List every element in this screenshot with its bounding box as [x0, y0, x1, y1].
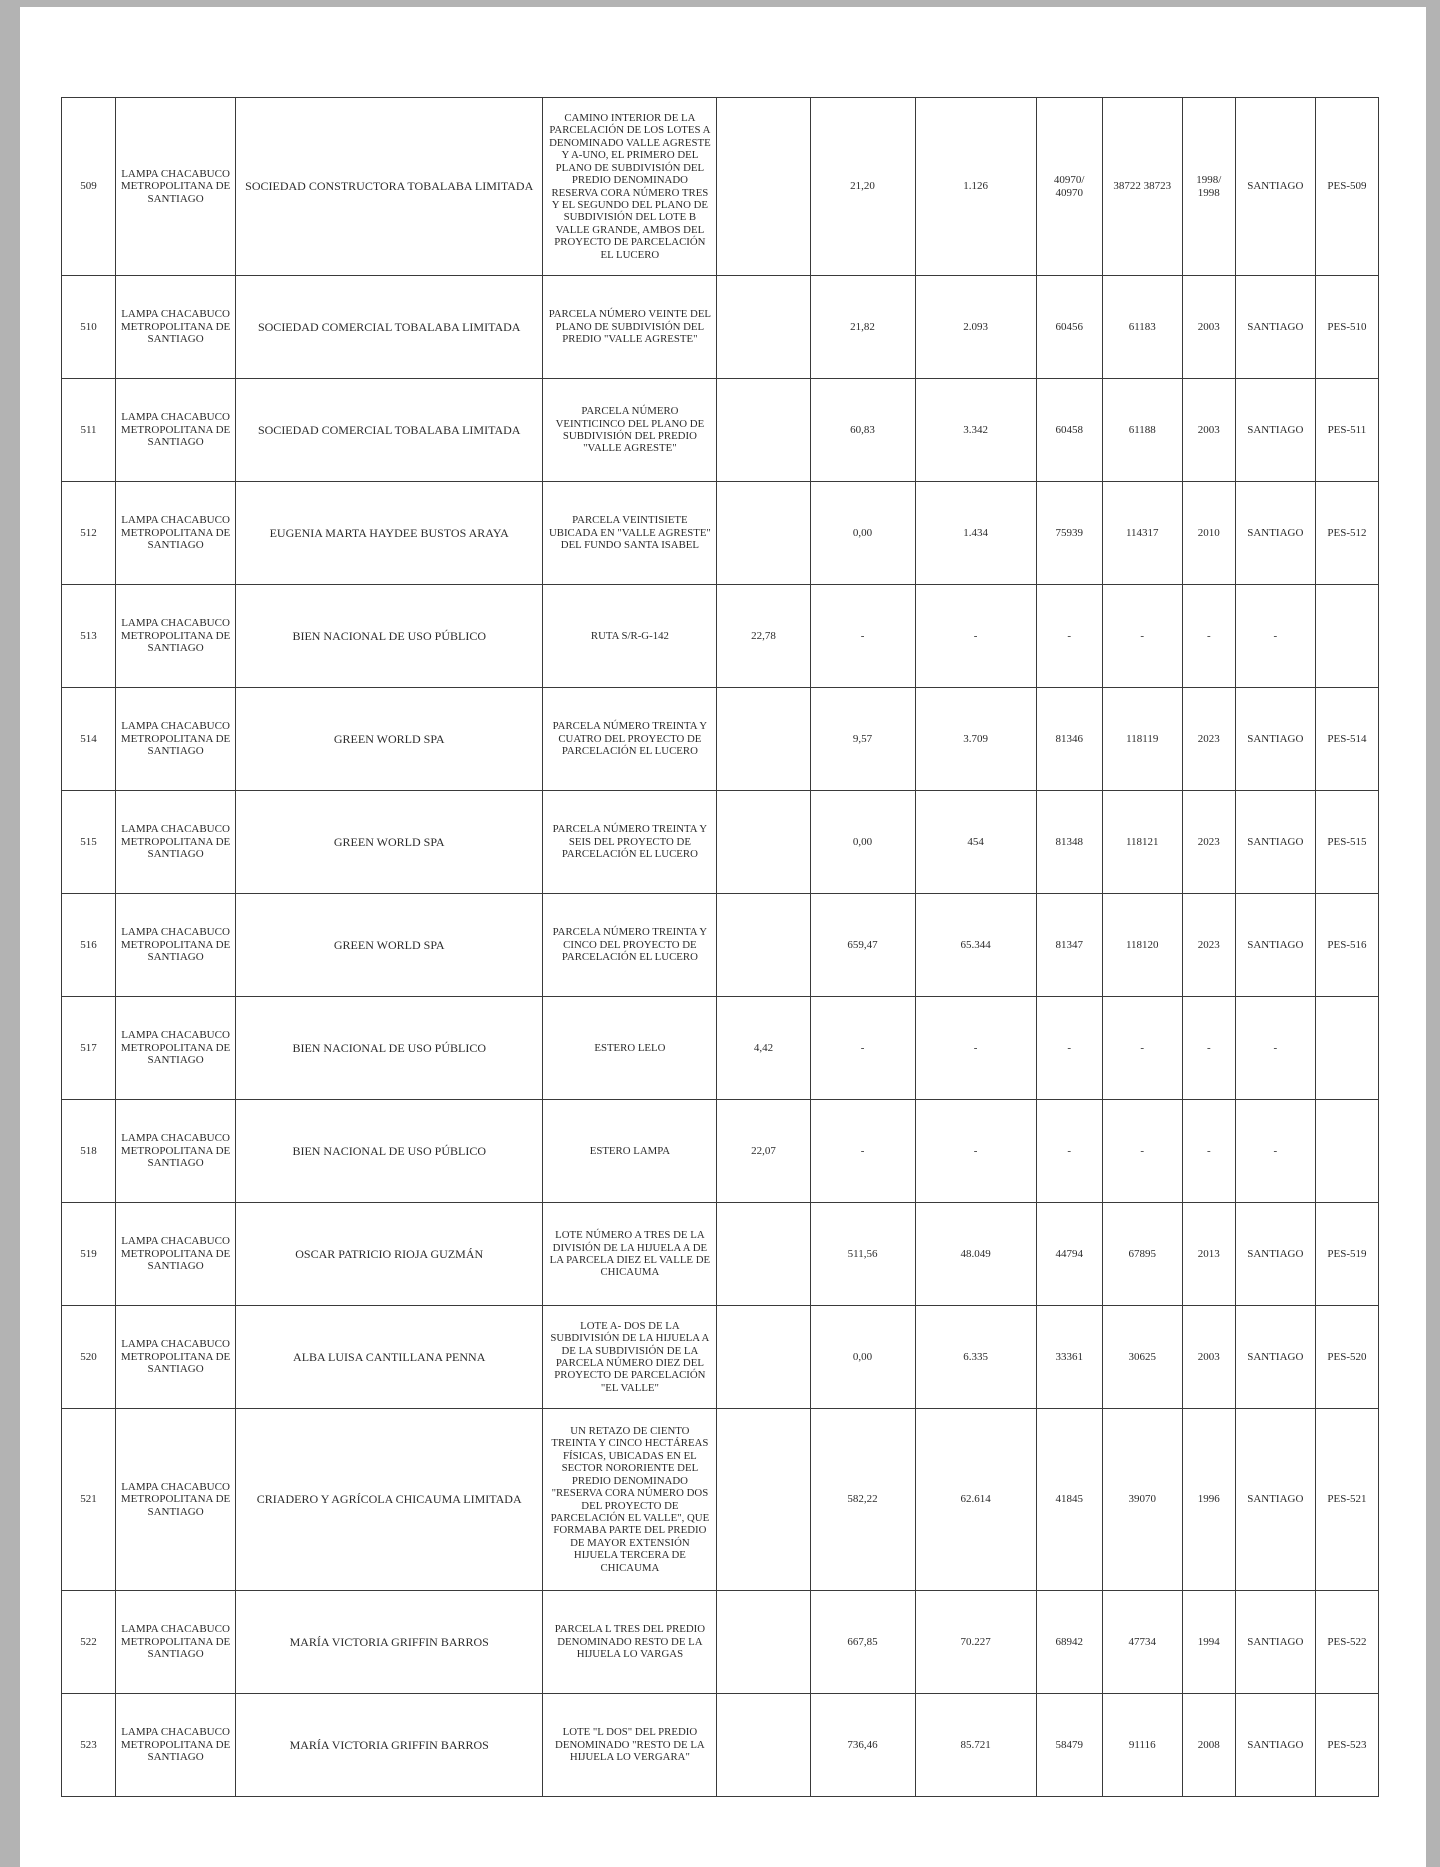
- lot-number-cell: 523: [62, 1694, 116, 1797]
- registry-number-cell: 61183: [1102, 276, 1182, 379]
- registry-year-cell: 1996: [1182, 1409, 1235, 1591]
- expropriation-area-cell: -: [810, 1100, 915, 1203]
- public-use-area-cell: 22,78: [717, 585, 810, 688]
- registry-year-cell: 2003: [1182, 379, 1235, 482]
- public-use-area-cell: [717, 1694, 810, 1797]
- owner-cell: BIEN NACIONAL DE USO PÚBLICO: [236, 585, 543, 688]
- fojas-cell: 40970/ 40970: [1036, 98, 1102, 276]
- owner-cell: BIEN NACIONAL DE USO PÚBLICO: [236, 1100, 543, 1203]
- registry-number-cell: 61188: [1102, 379, 1182, 482]
- commune-cell: LAMPA CHACABUCO METROPOLITANA DE SANTIAGO: [116, 585, 236, 688]
- fojas-cell: 75939: [1036, 482, 1102, 585]
- fojas-cell: 41845: [1036, 1409, 1102, 1591]
- fojas-cell: -: [1036, 997, 1102, 1100]
- expropriation-area-cell: 0,00: [810, 1306, 915, 1409]
- registry-year-cell: 2003: [1182, 276, 1235, 379]
- registrar-cell: SANTIAGO: [1235, 276, 1315, 379]
- registry-year-cell: 1998/ 1998: [1182, 98, 1235, 276]
- owner-cell: MARÍA VICTORIA GRIFFIN BARROS: [236, 1591, 543, 1694]
- public-use-area-cell: [717, 1203, 810, 1306]
- plan-code-cell: PES-511: [1315, 379, 1378, 482]
- commune-cell: LAMPA CHACABUCO METROPOLITANA DE SANTIAGO: [116, 1203, 236, 1306]
- registrar-cell: SANTIAGO: [1235, 98, 1315, 276]
- property-description-cell: UN RETAZO DE CIENTO TREINTA Y CINCO HECTÁREAS FÍSICAS, UBICADAS EN EL SECTOR NORORIENTE DEL PREDIO DENOMINADO "RESERVA CORA NÚMERO DOS DEL PROYECTO DE PARCELACIÓN EL VALLE", QUE FORMABA PARTE DEL PREDIO DE MAYOR EXTENSIÓN HIJUELA TERCERA DE CHICAUMA: [543, 1409, 717, 1591]
- registrar-cell: SANTIAGO: [1235, 1306, 1315, 1409]
- document-page: [20, 7, 1426, 1867]
- registry-year-cell: -: [1182, 997, 1235, 1100]
- owner-cell: SOCIEDAD COMERCIAL TOBALABA LIMITADA: [236, 276, 543, 379]
- owner-cell: GREEN WORLD SPA: [236, 894, 543, 997]
- table-row: [62, 379, 1379, 482]
- fojas-cell: 60458: [1036, 379, 1102, 482]
- commune-cell: LAMPA CHACABUCO METROPOLITANA DE SANTIAGO: [116, 791, 236, 894]
- total-area-cell: 70.227: [915, 1591, 1036, 1694]
- property-description-cell: PARCELA L TRES DEL PREDIO DENOMINADO RESTO DE LA HIJUELA LO VARGAS: [543, 1591, 717, 1694]
- property-description-cell: PARCELA NÚMERO TREINTA Y CUATRO DEL PROYECTO DE PARCELACIÓN EL LUCERO: [543, 688, 717, 791]
- registry-year-cell: 2013: [1182, 1203, 1235, 1306]
- plan-code-cell: [1315, 997, 1378, 1100]
- public-use-area-cell: [717, 688, 810, 791]
- public-use-area-cell: [717, 791, 810, 894]
- table-row: [62, 1306, 1379, 1409]
- expropriation-area-cell: 21,82: [810, 276, 915, 379]
- total-area-cell: 3.709: [915, 688, 1036, 791]
- public-use-area-cell: [717, 98, 810, 276]
- registry-year-cell: -: [1182, 585, 1235, 688]
- plan-code-cell: PES-522: [1315, 1591, 1378, 1694]
- commune-cell: LAMPA CHACABUCO METROPOLITANA DE SANTIAGO: [116, 379, 236, 482]
- registry-year-cell: 2023: [1182, 791, 1235, 894]
- lot-number-cell: 513: [62, 585, 116, 688]
- table-row: [62, 894, 1379, 997]
- registrar-cell: -: [1235, 997, 1315, 1100]
- fojas-cell: -: [1036, 585, 1102, 688]
- owner-cell: ALBA LUISA CANTILLANA PENNA: [236, 1306, 543, 1409]
- registry-number-cell: 118119: [1102, 688, 1182, 791]
- plan-code-cell: PES-521: [1315, 1409, 1378, 1591]
- registry-number-cell: 91116: [1102, 1694, 1182, 1797]
- plan-code-cell: PES-509: [1315, 98, 1378, 276]
- commune-cell: LAMPA CHACABUCO METROPOLITANA DE SANTIAGO: [116, 1591, 236, 1694]
- commune-cell: LAMPA CHACABUCO METROPOLITANA DE SANTIAGO: [116, 98, 236, 276]
- registrar-cell: SANTIAGO: [1235, 1409, 1315, 1591]
- table-body: [62, 98, 1379, 1797]
- plan-code-cell: PES-516: [1315, 894, 1378, 997]
- registry-year-cell: 1994: [1182, 1591, 1235, 1694]
- registry-number-cell: 114317: [1102, 482, 1182, 585]
- total-area-cell: -: [915, 1100, 1036, 1203]
- expropriation-area-cell: 736,46: [810, 1694, 915, 1797]
- registrar-cell: SANTIAGO: [1235, 791, 1315, 894]
- total-area-cell: 1.434: [915, 482, 1036, 585]
- lot-number-cell: 518: [62, 1100, 116, 1203]
- table-row: [62, 1591, 1379, 1694]
- plan-code-cell: PES-512: [1315, 482, 1378, 585]
- plan-code-cell: PES-519: [1315, 1203, 1378, 1306]
- total-area-cell: -: [915, 997, 1036, 1100]
- owner-cell: EUGENIA MARTA HAYDEE BUSTOS ARAYA: [236, 482, 543, 585]
- lot-number-cell: 520: [62, 1306, 116, 1409]
- total-area-cell: -: [915, 585, 1036, 688]
- public-use-area-cell: [717, 1306, 810, 1409]
- expropriation-area-cell: 21,20: [810, 98, 915, 276]
- expropriation-area-cell: -: [810, 997, 915, 1100]
- owner-cell: MARÍA VICTORIA GRIFFIN BARROS: [236, 1694, 543, 1797]
- plan-code-cell: PES-520: [1315, 1306, 1378, 1409]
- property-description-cell: RUTA S/R-G-142: [543, 585, 717, 688]
- expropriation-area-cell: 582,22: [810, 1409, 915, 1591]
- registry-number-cell: 118120: [1102, 894, 1182, 997]
- registry-number-cell: 67895: [1102, 1203, 1182, 1306]
- registry-number-cell: -: [1102, 997, 1182, 1100]
- fojas-cell: 81347: [1036, 894, 1102, 997]
- commune-cell: LAMPA CHACABUCO METROPOLITANA DE SANTIAGO: [116, 894, 236, 997]
- public-use-area-cell: [717, 894, 810, 997]
- owner-cell: GREEN WORLD SPA: [236, 688, 543, 791]
- expropriation-area-cell: 0,00: [810, 482, 915, 585]
- fojas-cell: 81348: [1036, 791, 1102, 894]
- registry-year-cell: 2003: [1182, 1306, 1235, 1409]
- property-description-cell: PARCELA NÚMERO TREINTA Y SEIS DEL PROYECTO DE PARCELACIÓN EL LUCERO: [543, 791, 717, 894]
- public-use-area-cell: [717, 482, 810, 585]
- lot-number-cell: 514: [62, 688, 116, 791]
- registry-number-cell: 38722 38723: [1102, 98, 1182, 276]
- expropriation-area-cell: 667,85: [810, 1591, 915, 1694]
- registry-number-cell: 118121: [1102, 791, 1182, 894]
- property-description-cell: ESTERO LAMPA: [543, 1100, 717, 1203]
- owner-cell: CRIADERO Y AGRÍCOLA CHICAUMA LIMITADA: [236, 1409, 543, 1591]
- property-description-cell: ESTERO LELO: [543, 997, 717, 1100]
- table-row: [62, 688, 1379, 791]
- registry-year-cell: 2023: [1182, 894, 1235, 997]
- registry-year-cell: 2010: [1182, 482, 1235, 585]
- expropriation-table: [61, 97, 1379, 1797]
- public-use-area-cell: 4,42: [717, 997, 810, 1100]
- fojas-cell: 58479: [1036, 1694, 1102, 1797]
- public-use-area-cell: [717, 1591, 810, 1694]
- registry-number-cell: 30625: [1102, 1306, 1182, 1409]
- registrar-cell: SANTIAGO: [1235, 688, 1315, 791]
- total-area-cell: 454: [915, 791, 1036, 894]
- owner-cell: GREEN WORLD SPA: [236, 791, 543, 894]
- plan-code-cell: PES-510: [1315, 276, 1378, 379]
- total-area-cell: 48.049: [915, 1203, 1036, 1306]
- property-description-cell: PARCELA NÚMERO VEINTICINCO DEL PLANO DE SUBDIVISIÓN DEL PREDIO "VALLE AGRESTE": [543, 379, 717, 482]
- plan-code-cell: PES-514: [1315, 688, 1378, 791]
- lot-number-cell: 516: [62, 894, 116, 997]
- lot-number-cell: 515: [62, 791, 116, 894]
- total-area-cell: 1.126: [915, 98, 1036, 276]
- lot-number-cell: 519: [62, 1203, 116, 1306]
- table-row: [62, 997, 1379, 1100]
- total-area-cell: 85.721: [915, 1694, 1036, 1797]
- registry-number-cell: 47734: [1102, 1591, 1182, 1694]
- table-row: [62, 585, 1379, 688]
- commune-cell: LAMPA CHACABUCO METROPOLITANA DE SANTIAGO: [116, 276, 236, 379]
- registry-year-cell: 2008: [1182, 1694, 1235, 1797]
- registry-number-cell: -: [1102, 1100, 1182, 1203]
- lot-number-cell: 517: [62, 997, 116, 1100]
- table-row: [62, 791, 1379, 894]
- total-area-cell: 65.344: [915, 894, 1036, 997]
- public-use-area-cell: 22,07: [717, 1100, 810, 1203]
- fojas-cell: 68942: [1036, 1591, 1102, 1694]
- total-area-cell: 62.614: [915, 1409, 1036, 1591]
- table-row: [62, 276, 1379, 379]
- public-use-area-cell: [717, 276, 810, 379]
- registrar-cell: SANTIAGO: [1235, 1591, 1315, 1694]
- registrar-cell: SANTIAGO: [1235, 1203, 1315, 1306]
- property-description-cell: PARCELA NÚMERO TREINTA Y CINCO DEL PROYECTO DE PARCELACIÓN EL LUCERO: [543, 894, 717, 997]
- owner-cell: SOCIEDAD CONSTRUCTORA TOBALABA LIMITADA: [236, 98, 543, 276]
- lot-number-cell: 509: [62, 98, 116, 276]
- owner-cell: BIEN NACIONAL DE USO PÚBLICO: [236, 997, 543, 1100]
- lot-number-cell: 522: [62, 1591, 116, 1694]
- lot-number-cell: 512: [62, 482, 116, 585]
- fojas-cell: 33361: [1036, 1306, 1102, 1409]
- plan-code-cell: [1315, 585, 1378, 688]
- commune-cell: LAMPA CHACABUCO METROPOLITANA DE SANTIAGO: [116, 1409, 236, 1591]
- property-description-cell: LOTE NÚMERO A TRES DE LA DIVISIÓN DE LA HIJUELA A DE LA PARCELA DIEZ EL VALLE DE CHICAUMA: [543, 1203, 717, 1306]
- property-description-cell: CAMINO INTERIOR DE LA PARCELACIÓN DE LOS LOTES A DENOMINADO VALLE AGRESTE Y A-UNO, EL PRIMERO DEL PLANO DE SUBDIVISIÓN DEL PREDIO DENOMINADO RESERVA CORA NÚMERO TRES Y EL SEGUNDO DEL PLANO DE SUBDIVISIÓN DEL LOTE B VALLE GRANDE, AMBOS DEL PROYECTO DE PARCELACIÓN EL LUCERO: [543, 98, 717, 276]
- registrar-cell: SANTIAGO: [1235, 379, 1315, 482]
- total-area-cell: 6.335: [915, 1306, 1036, 1409]
- registrar-cell: -: [1235, 585, 1315, 688]
- total-area-cell: 2.093: [915, 276, 1036, 379]
- table-row: [62, 1100, 1379, 1203]
- property-description-cell: PARCELA NÚMERO VEINTE DEL PLANO DE SUBDIVISIÓN DEL PREDIO "VALLE AGRESTE": [543, 276, 717, 379]
- registrar-cell: SANTIAGO: [1235, 482, 1315, 585]
- registry-number-cell: 39070: [1102, 1409, 1182, 1591]
- table-row: [62, 98, 1379, 276]
- property-description-cell: PARCELA VEINTISIETE UBICADA EN "VALLE AGRESTE" DEL FUNDO SANTA ISABEL: [543, 482, 717, 585]
- registry-year-cell: -: [1182, 1100, 1235, 1203]
- registrar-cell: SANTIAGO: [1235, 894, 1315, 997]
- table-row: [62, 1409, 1379, 1591]
- lot-number-cell: 510: [62, 276, 116, 379]
- public-use-area-cell: [717, 1409, 810, 1591]
- registry-number-cell: -: [1102, 585, 1182, 688]
- registry-year-cell: 2023: [1182, 688, 1235, 791]
- table-row: [62, 1203, 1379, 1306]
- commune-cell: LAMPA CHACABUCO METROPOLITANA DE SANTIAGO: [116, 1100, 236, 1203]
- registrar-cell: -: [1235, 1100, 1315, 1203]
- fojas-cell: -: [1036, 1100, 1102, 1203]
- owner-cell: OSCAR PATRICIO RIOJA GUZMÁN: [236, 1203, 543, 1306]
- plan-code-cell: PES-523: [1315, 1694, 1378, 1797]
- commune-cell: LAMPA CHACABUCO METROPOLITANA DE SANTIAGO: [116, 1694, 236, 1797]
- expropriation-area-cell: 0,00: [810, 791, 915, 894]
- plan-code-cell: [1315, 1100, 1378, 1203]
- property-description-cell: LOTE A- DOS DE LA SUBDIVISIÓN DE LA HIJUELA A DE LA SUBDIVISIÓN DE LA PARCELA NÚMERO DIEZ DEL PROYECTO DE PARCELACIÓN "EL VALLE": [543, 1306, 717, 1409]
- table-row: [62, 482, 1379, 585]
- total-area-cell: 3.342: [915, 379, 1036, 482]
- owner-cell: SOCIEDAD COMERCIAL TOBALABA LIMITADA: [236, 379, 543, 482]
- lot-number-cell: 521: [62, 1409, 116, 1591]
- registrar-cell: SANTIAGO: [1235, 1694, 1315, 1797]
- commune-cell: LAMPA CHACABUCO METROPOLITANA DE SANTIAGO: [116, 482, 236, 585]
- plan-code-cell: PES-515: [1315, 791, 1378, 894]
- property-description-cell: LOTE "L DOS" DEL PREDIO DENOMINADO "RESTO DE LA HIJUELA LO VERGARA": [543, 1694, 717, 1797]
- commune-cell: LAMPA CHACABUCO METROPOLITANA DE SANTIAGO: [116, 688, 236, 791]
- expropriation-area-cell: 9,57: [810, 688, 915, 791]
- commune-cell: LAMPA CHACABUCO METROPOLITANA DE SANTIAGO: [116, 997, 236, 1100]
- expropriation-area-cell: 60,83: [810, 379, 915, 482]
- expropriation-area-cell: 511,56: [810, 1203, 915, 1306]
- expropriation-area-cell: 659,47: [810, 894, 915, 997]
- expropriation-area-cell: -: [810, 585, 915, 688]
- table-row: [62, 1694, 1379, 1797]
- public-use-area-cell: [717, 379, 810, 482]
- lot-number-cell: 511: [62, 379, 116, 482]
- fojas-cell: 81346: [1036, 688, 1102, 791]
- fojas-cell: 44794: [1036, 1203, 1102, 1306]
- fojas-cell: 60456: [1036, 276, 1102, 379]
- commune-cell: LAMPA CHACABUCO METROPOLITANA DE SANTIAGO: [116, 1306, 236, 1409]
